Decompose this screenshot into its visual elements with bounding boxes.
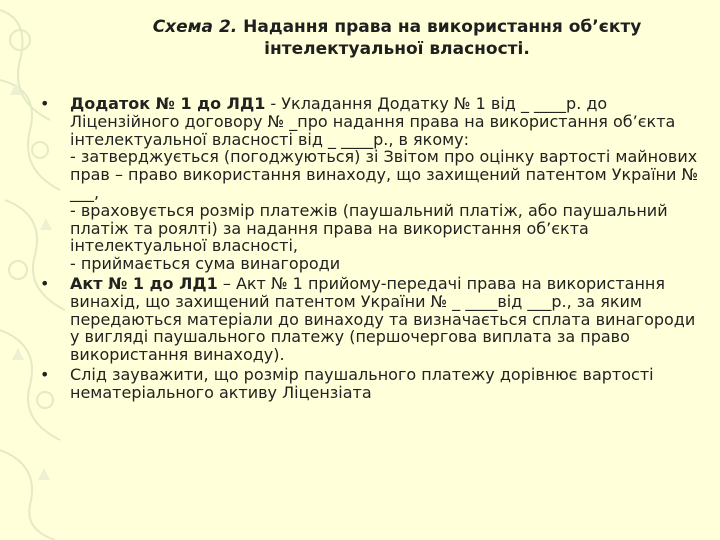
bullet-paragraph: - затверджується (погоджуються) зі Звітом про оцінку вартості майнових прав – право використання винаходу, що захищений патентом України № ___, <box>70 147 699 202</box>
bullet-marker: • <box>40 364 50 384</box>
bullet-heading: Акт № 1 до ЛД1 <box>70 273 218 293</box>
bullet-paragraph: - враховується розмір платежів (паушальний платіж, або паушальний платіж та роялті) за надання права на використання об’єкта інтелектуальної власності, <box>70 200 668 256</box>
bullet-item-act <box>40 275 700 364</box>
bullet-text: - Укладання Додатку № 1 від _ ____р. до Ліцензійного договору № _про надання права на використання об’єкта інтелектуальної власності від _ ____р., в якому: <box>70 94 676 149</box>
bullet-list <box>40 95 700 402</box>
bullet-item-addendum <box>40 95 700 273</box>
slide-title <box>74 16 720 60</box>
bullet-marker: • <box>40 273 50 293</box>
title-line-1: Надання права на використання об’єкту <box>243 17 642 37</box>
bullet-text: Слід зауважити, що розмір паушального платежу дорівнює вартості нематеріального активу Ліцензіата <box>70 364 654 402</box>
bullet-item-note <box>40 366 700 402</box>
bullet-text: – Акт № 1 прийому-передачі права на використання винахід, що захищений патентом України № _ ____від ___р., за яким передаються матеріали до винаходу та визначається сплата винагороди у вигляді паушального платежу (першочергова виплата за право використання винаходу). <box>70 273 696 365</box>
bullet-heading: Додаток № 1 до ЛД1 <box>70 94 266 113</box>
bullet-paragraph: - приймається сума винагороди <box>70 254 341 274</box>
title-prefix: Схема 2. <box>152 17 238 37</box>
title-line-2: інтелектуальної власності. <box>264 39 530 59</box>
bullet-marker: • <box>40 94 50 113</box>
